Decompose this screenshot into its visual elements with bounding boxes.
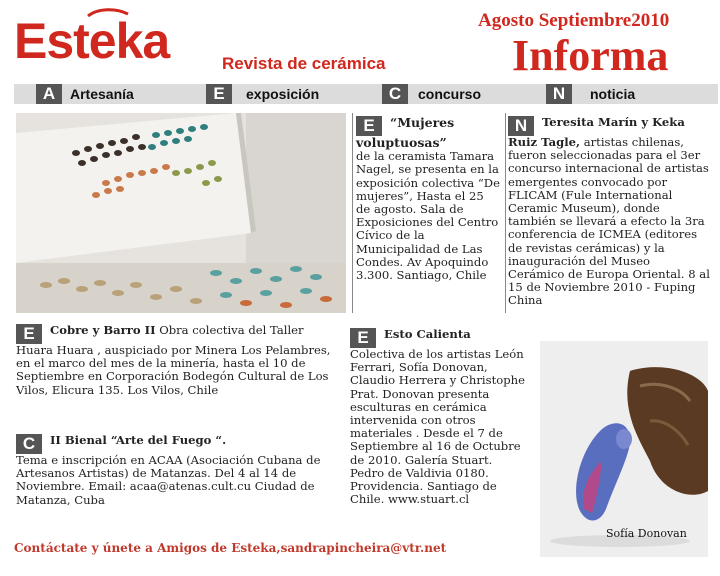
article-category-badge: E xyxy=(356,116,382,136)
article-calienta xyxy=(350,328,530,506)
article-teresita xyxy=(508,116,710,308)
sculpture-image xyxy=(540,341,708,557)
legend-letter-e: E xyxy=(206,84,232,104)
category-legend-bar xyxy=(14,84,718,104)
article-title: Cobre y Barro II xyxy=(50,323,156,337)
legend-label-artesania: Artesanía xyxy=(70,86,134,102)
esteka-logo xyxy=(14,13,170,69)
section-title: Informa xyxy=(512,31,669,80)
legend-letter-c: C xyxy=(382,84,408,104)
article-title: Teresita Marín y Keka Ruiz Tagle, xyxy=(508,115,685,149)
legend-letter-a: A xyxy=(36,84,62,104)
article-body: de la ceramista Tamara Nagel, se presenta en la exposición colectiva “De mujeres”, Hasta el 25 de agosto. Sala de Exposiciones del Centro Cívico de la Municipalidad de Las Condes. Av Apoquindo 3.300. Santiago, Chile xyxy=(356,149,500,283)
legend-letter-n: N xyxy=(546,84,572,104)
article-body: artistas chilenas, fueron seleccionadas para el 3er concurso internacional de artistas emergentes convocado por FLICAM (Fule International Ceramic Museum), donde también se llevará a efecto la 3ra conferencia de ICMEA (editores de revistas cerámicas) y la inauguración del Museo Cerámico de Europa Oriental. 8 al 15 de Noviembre 2010 - Fuping China xyxy=(508,135,710,308)
article-title: II Bienal “Arte del Fuego “. xyxy=(50,433,227,447)
ceramic-installation-image xyxy=(16,113,346,313)
issue-date: Agosto Septiembre2010 xyxy=(478,10,670,31)
article-mujeres xyxy=(356,116,500,282)
sculpture-photo xyxy=(540,341,708,557)
article-category-badge: E xyxy=(350,328,376,348)
legend-label-concurso: concurso xyxy=(418,86,482,102)
photo-caption: Sofía Donovan xyxy=(606,527,687,540)
magazine-subtitle: Revista de cerámica xyxy=(222,54,386,73)
article-title: “Mujeres voluptuosas” xyxy=(356,115,455,150)
article-bienal xyxy=(16,434,336,507)
contact-footer: Contáctate y únete a Amigos de Esteka,sandrapincheira@vtr.net xyxy=(14,541,447,555)
column-divider xyxy=(352,113,353,313)
legend-label-noticia: noticia xyxy=(590,86,636,102)
article-category-badge: E xyxy=(16,324,42,344)
article-cobre xyxy=(16,324,336,397)
article-body: Colectiva de los artistas León Ferrari, Sofía Donovan, Claudio Herrera y Christophe Prat. Donovan presenta esculturas en cerámica intervenida con otros materiales . Desde el 7 de Septiembre al 16 de Octubre de 2010. Galería Stuart. Pedro de Valdivia 0180. Providencia. Santiago de Chile. www.stuart.cl xyxy=(350,347,525,507)
article-body: Tema e inscripción en ACAA (Asociación Cubana de Artesanos Artistas) de Matanzas. Del 4 al 14 de Noviembre. Email: acaa@atenas.cult.cu Ciudad de Matanza, Cuba xyxy=(16,453,321,507)
article-category-badge: N xyxy=(508,116,534,136)
logo-text: Esteka xyxy=(14,13,170,69)
logo-swoosh-icon xyxy=(86,8,130,18)
installation-photo xyxy=(16,113,346,313)
column-divider xyxy=(505,113,506,313)
article-category-badge: C xyxy=(16,434,42,454)
legend-label-exposicion: exposición xyxy=(246,86,320,102)
article-title: Esto Calienta xyxy=(384,327,471,341)
article-body: Obra colectiva del Taller Huara Huara , auspiciado por Minera Los Pelambres, en el marco del mes de la minería, hasta el 10 de Septiembre en Corporación Bodegón Cultural de Los Vilos, Elicura 135. Los Vilos, Chile xyxy=(16,323,331,397)
